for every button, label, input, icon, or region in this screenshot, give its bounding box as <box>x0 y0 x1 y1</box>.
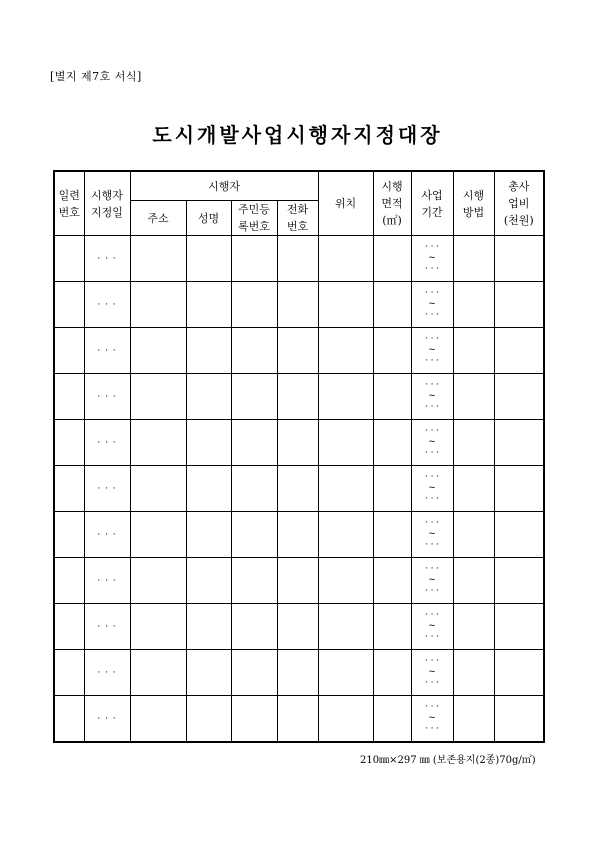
cell-name <box>186 420 231 466</box>
period-sep: ~ <box>428 299 436 309</box>
cell-phone <box>277 696 318 742</box>
cell-name <box>186 236 231 282</box>
cell-area <box>373 558 411 604</box>
period-sep: ~ <box>428 345 436 355</box>
cell-resident-no <box>231 558 277 604</box>
cell-period <box>411 466 453 512</box>
period-end: · · · <box>424 678 440 688</box>
cell-designation-date <box>84 374 130 420</box>
period-end: · · · <box>424 632 440 642</box>
cell-serial-no <box>54 512 84 558</box>
header-executor: 시행자 <box>130 171 318 201</box>
table-row <box>54 282 544 328</box>
cell-address <box>130 328 186 374</box>
cell-area <box>373 236 411 282</box>
cell-method <box>453 420 494 466</box>
table-row <box>54 374 544 420</box>
period-end: · · · <box>424 356 440 366</box>
cell-method <box>453 328 494 374</box>
cell-address <box>130 374 186 420</box>
cell-total-cost <box>494 696 544 742</box>
period-end: · · · <box>424 448 440 458</box>
cell-total-cost <box>494 374 544 420</box>
date-placeholder: · · · <box>97 438 117 448</box>
cell-period <box>411 282 453 328</box>
period-sep: ~ <box>428 253 436 263</box>
cell-phone <box>277 420 318 466</box>
cell-designation-date <box>84 282 130 328</box>
date-placeholder: · · · <box>97 300 117 310</box>
cell-method <box>453 696 494 742</box>
cell-name <box>186 328 231 374</box>
cell-location <box>318 650 373 696</box>
cell-total-cost <box>494 650 544 696</box>
cell-resident-no <box>231 420 277 466</box>
cell-name <box>186 512 231 558</box>
cell-phone <box>277 328 318 374</box>
date-placeholder: · · · <box>97 392 117 402</box>
header-total-cost: 총사 업비 (천원) <box>494 171 544 236</box>
cell-location <box>318 328 373 374</box>
cell-serial-no <box>54 236 84 282</box>
header-address: 주소 <box>130 201 186 236</box>
cell-period <box>411 328 453 374</box>
cell-area <box>373 328 411 374</box>
cell-total-cost <box>494 558 544 604</box>
cell-resident-no <box>231 466 277 512</box>
cell-period <box>411 558 453 604</box>
period-sep: ~ <box>428 437 436 447</box>
cell-location <box>318 282 373 328</box>
cell-address <box>130 466 186 512</box>
cell-address <box>130 696 186 742</box>
date-placeholder: · · · <box>97 254 117 264</box>
period-end: · · · <box>424 723 440 734</box>
cell-serial-no <box>54 650 84 696</box>
cell-method <box>453 512 494 558</box>
cell-serial-no <box>54 374 84 420</box>
cell-location <box>318 420 373 466</box>
cell-phone <box>277 374 318 420</box>
cell-method <box>453 374 494 420</box>
cell-method <box>453 282 494 328</box>
table-row <box>54 650 544 696</box>
period-start: · · · <box>424 426 440 436</box>
cell-resident-no <box>231 374 277 420</box>
cell-designation-date <box>84 558 130 604</box>
cell-area <box>373 696 411 742</box>
date-placeholder: · · · <box>97 668 117 678</box>
cell-location <box>318 604 373 650</box>
cell-name <box>186 466 231 512</box>
cell-resident-no <box>231 236 277 282</box>
cell-name <box>186 696 231 742</box>
cell-phone <box>277 650 318 696</box>
period-sep: ~ <box>428 575 436 585</box>
period-start: · · · <box>424 564 440 574</box>
period-start: · · · <box>424 380 440 390</box>
cell-area <box>373 466 411 512</box>
cell-location <box>318 374 373 420</box>
period-end: · · · <box>424 402 440 412</box>
paper-spec-footer: 210㎜×297 ㎜ (보존용지(2종)70g/㎡) <box>360 755 536 766</box>
period-start: · · · <box>424 242 440 252</box>
cell-phone <box>277 558 318 604</box>
period-start: · · · <box>424 288 440 298</box>
cell-serial-no <box>54 466 84 512</box>
cell-total-cost <box>494 604 544 650</box>
cell-serial-no <box>54 558 84 604</box>
cell-method <box>453 466 494 512</box>
header-resident-no: 주민등 록번호 <box>231 201 277 236</box>
table-row <box>54 420 544 466</box>
form-number: [별지 제7호 서식] <box>50 70 142 83</box>
cell-serial-no <box>54 696 84 742</box>
period-end: · · · <box>424 540 440 550</box>
cell-designation-date <box>84 696 130 742</box>
cell-period <box>411 650 453 696</box>
cell-designation-date <box>84 236 130 282</box>
period-end: · · · <box>424 494 440 504</box>
cell-total-cost <box>494 466 544 512</box>
table-row <box>54 328 544 374</box>
cell-period <box>411 512 453 558</box>
header-serial-no: 일련 번호 <box>54 171 84 236</box>
cell-address <box>130 420 186 466</box>
header-period: 사업 기간 <box>411 171 453 236</box>
cell-resident-no <box>231 282 277 328</box>
cell-period <box>411 604 453 650</box>
cell-area <box>373 512 411 558</box>
cell-designation-date <box>84 512 130 558</box>
cell-name <box>186 374 231 420</box>
cell-area <box>373 604 411 650</box>
period-start: · · · <box>424 518 440 528</box>
table-row <box>54 466 544 512</box>
register-table <box>53 170 545 743</box>
cell-designation-date <box>84 650 130 696</box>
period-sep: ~ <box>428 712 436 723</box>
cell-designation-date <box>84 466 130 512</box>
cell-period <box>411 374 453 420</box>
header-name: 성명 <box>186 201 231 236</box>
cell-resident-no <box>231 650 277 696</box>
cell-phone <box>277 604 318 650</box>
date-placeholder: · · · <box>97 576 117 586</box>
table-row <box>54 512 544 558</box>
period-sep: ~ <box>428 483 436 493</box>
cell-area <box>373 420 411 466</box>
cell-resident-no <box>231 696 277 742</box>
date-placeholder: · · · <box>97 713 117 724</box>
cell-location <box>318 696 373 742</box>
cell-total-cost <box>494 236 544 282</box>
cell-period <box>411 236 453 282</box>
cell-method <box>453 558 494 604</box>
period-start: · · · <box>424 472 440 482</box>
cell-address <box>130 236 186 282</box>
period-end: · · · <box>424 310 440 320</box>
cell-address <box>130 558 186 604</box>
date-placeholder: · · · <box>97 346 117 356</box>
period-sep: ~ <box>428 391 436 401</box>
header-designation-date: 시행자 지정일 <box>84 171 130 236</box>
cell-method <box>453 650 494 696</box>
cell-name <box>186 282 231 328</box>
cell-location <box>318 236 373 282</box>
cell-method <box>453 236 494 282</box>
period-start: · · · <box>424 701 440 712</box>
header-method: 시행 방법 <box>453 171 494 236</box>
cell-total-cost <box>494 512 544 558</box>
page-title: 도시개발사업시행자지정대장 <box>152 123 443 147</box>
date-placeholder: · · · <box>97 530 117 540</box>
cell-method <box>453 604 494 650</box>
cell-location <box>318 466 373 512</box>
cell-phone <box>277 282 318 328</box>
period-start: · · · <box>424 610 440 620</box>
period-sep: ~ <box>428 529 436 539</box>
cell-location <box>318 558 373 604</box>
period-start: · · · <box>424 656 440 666</box>
period-sep: ~ <box>428 621 436 631</box>
cell-resident-no <box>231 604 277 650</box>
cell-designation-date <box>84 604 130 650</box>
table-row <box>54 236 544 282</box>
period-sep: ~ <box>428 667 436 677</box>
cell-designation-date <box>84 328 130 374</box>
cell-total-cost <box>494 420 544 466</box>
cell-serial-no <box>54 420 84 466</box>
table-row <box>54 604 544 650</box>
table-row <box>54 558 544 604</box>
cell-address <box>130 512 186 558</box>
period-end: · · · <box>424 586 440 596</box>
cell-phone <box>277 512 318 558</box>
date-placeholder: · · · <box>97 622 117 632</box>
period-end: · · · <box>424 264 440 274</box>
cell-area <box>373 374 411 420</box>
cell-serial-no <box>54 604 84 650</box>
table-row <box>54 696 544 742</box>
cell-resident-no <box>231 512 277 558</box>
cell-resident-no <box>231 328 277 374</box>
header-location: 위치 <box>318 171 373 236</box>
cell-designation-date <box>84 420 130 466</box>
period-start: · · · <box>424 334 440 344</box>
cell-address <box>130 650 186 696</box>
cell-area <box>373 650 411 696</box>
cell-period <box>411 696 453 742</box>
cell-total-cost <box>494 328 544 374</box>
cell-phone <box>277 236 318 282</box>
cell-serial-no <box>54 282 84 328</box>
cell-period <box>411 420 453 466</box>
date-placeholder: · · · <box>97 484 117 494</box>
cell-name <box>186 604 231 650</box>
cell-address <box>130 604 186 650</box>
cell-location <box>318 512 373 558</box>
cell-phone <box>277 466 318 512</box>
cell-name <box>186 558 231 604</box>
cell-total-cost <box>494 282 544 328</box>
cell-serial-no <box>54 328 84 374</box>
cell-name <box>186 650 231 696</box>
header-area: 시행 면적 (㎡) <box>373 171 411 236</box>
header-phone: 전화 번호 <box>277 201 318 236</box>
cell-area <box>373 282 411 328</box>
cell-address <box>130 282 186 328</box>
